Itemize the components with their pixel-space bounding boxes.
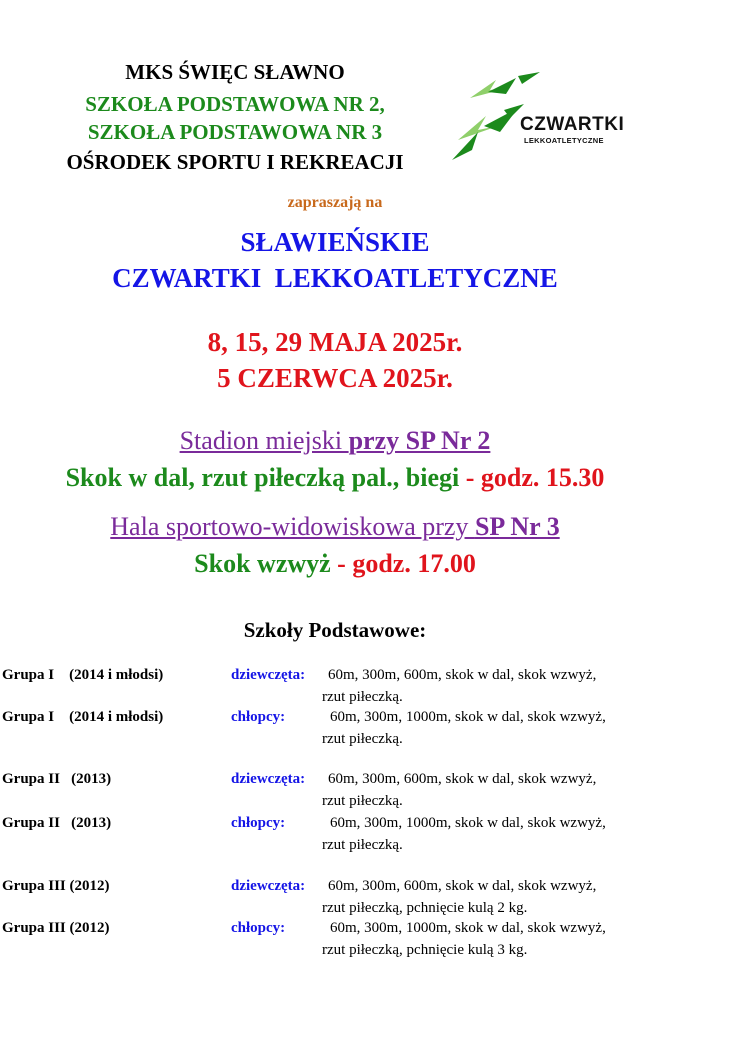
- group-row: [2, 875, 742, 920]
- venue-2-schedule: [0, 548, 670, 580]
- venue-2-events: Skok wzwyż: [194, 549, 331, 578]
- group-name: Grupa I (2014 i młodsi): [2, 667, 164, 683]
- group-gender: dziewczęta:: [231, 667, 306, 683]
- group-events-line-2: rzut piłeczką.: [322, 837, 403, 853]
- group-row: [2, 706, 742, 751]
- group-events-line-1: 60m, 300m, 600m, skok w dal, skok wzwyż,: [328, 771, 597, 787]
- group-events-line-2: rzut piłeczką.: [322, 689, 403, 705]
- group-gender: dziewczęta:: [231, 771, 306, 787]
- group-events-line-2: rzut piłeczką, pchnięcie kulą 3 kg.: [322, 942, 528, 958]
- header-line-4: OŚRODEK SPORTU I REKREACJI: [66, 150, 404, 174]
- group-gender: chłopcy:: [231, 920, 286, 936]
- event-title-line-1: SŁAWIEŃSKIE: [240, 227, 430, 257]
- venue-2-name: [0, 511, 670, 543]
- group-events-line-2: rzut piłeczką.: [322, 793, 403, 809]
- header-line-1: MKS ŚWIĘC SŁAWNO: [125, 60, 345, 84]
- group-row: [2, 664, 742, 709]
- group-name: Grupa II (2013): [2, 815, 112, 831]
- venue-2-name-bold: SP Nr 3: [474, 512, 560, 541]
- venue-2-separator: -: [330, 549, 353, 578]
- header-line-2: SZKOŁA PODSTAWOWA NR 2,: [85, 92, 385, 116]
- group-row: [2, 812, 742, 857]
- venue-1-name-bold: przy SP Nr 2: [348, 426, 491, 455]
- logo-subtitle: LEKKOATLETYCZNE: [524, 136, 604, 145]
- header-line-3: SZKOŁA PODSTAWOWA NR 3: [87, 120, 383, 144]
- group-name: Grupa III (2012): [2, 920, 110, 936]
- group-name: Grupa III (2012): [2, 878, 110, 894]
- group-gender: chłopcy:: [231, 709, 286, 725]
- venue-2-name-plain: Hala sportowo-widowiskowa przy: [110, 512, 475, 541]
- venue-1-time: godz. 15.30: [480, 463, 605, 492]
- event-title-line-2: CZWARTKI LEKKOATLETYCZNE: [112, 263, 558, 293]
- venue-1-schedule: [0, 462, 670, 494]
- venue-1-name: [0, 425, 670, 457]
- venue-1-events: Skok w dal, rzut piłeczką pal., biegi: [65, 463, 460, 492]
- group-events-line-1: 60m, 300m, 1000m, skok w dal, skok wzwyż,: [330, 920, 606, 936]
- group-events-line-1: 60m, 300m, 600m, skok w dal, skok wzwyż,: [328, 667, 597, 683]
- group-row: [2, 768, 742, 813]
- group-gender: chłopcy:: [231, 815, 286, 831]
- dates-line-2: 5 CZERWCA 2025r.: [217, 363, 453, 393]
- group-events-line-1: 60m, 300m, 1000m, skok w dal, skok wzwyż,: [330, 815, 606, 831]
- group-events-line-2: rzut piłeczką, pchnięcie kulą 2 kg.: [322, 900, 528, 916]
- section-title: Szkoły Podstawowe:: [243, 618, 427, 642]
- invite-text: zapraszają na: [287, 194, 383, 211]
- group-name: Grupa II (2013): [2, 771, 112, 787]
- group-gender: dziewczęta:: [231, 878, 306, 894]
- dates-line-1: 8, 15, 29 MAJA 2025r.: [207, 327, 463, 357]
- group-events-line-1: 60m, 300m, 1000m, skok w dal, skok wzwyż,: [330, 709, 606, 725]
- venue-1-separator: -: [459, 463, 481, 492]
- group-events-line-1: 60m, 300m, 600m, skok w dal, skok wzwyż,: [328, 878, 597, 894]
- group-row: [2, 917, 742, 962]
- group-events-line-2: rzut piłeczką.: [322, 731, 403, 747]
- venue-2-time: godz. 17.00: [352, 549, 476, 578]
- czwartki-logo: [448, 70, 648, 165]
- group-name: Grupa I (2014 i młodsi): [2, 709, 164, 725]
- logo-title: CZWARTKI: [520, 114, 625, 135]
- venue-1-name-plain: Stadion miejski: [179, 426, 349, 455]
